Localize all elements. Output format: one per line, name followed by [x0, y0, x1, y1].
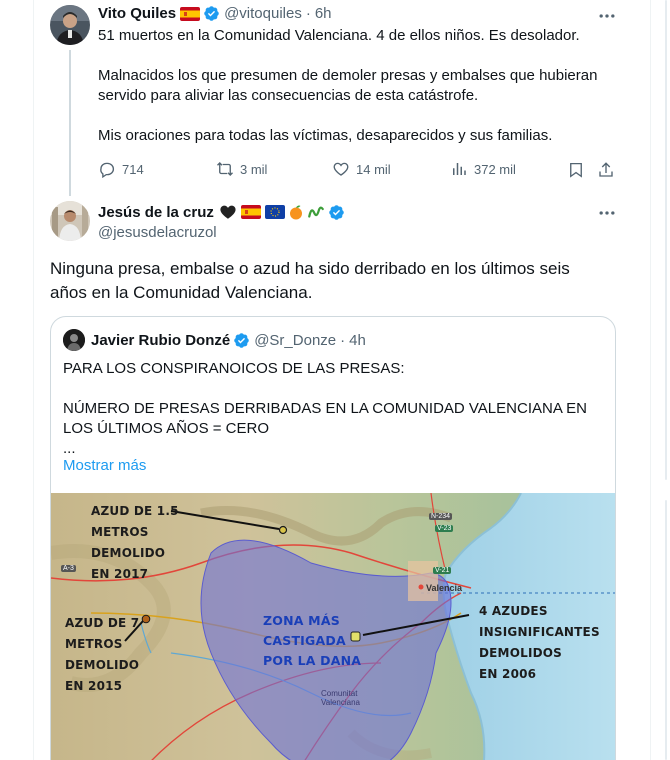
label-line: EN 2015	[65, 679, 123, 693]
label-4-azudes	[479, 601, 600, 685]
orange-fruit-icon	[287, 203, 305, 221]
tweet1-paragraph: Mis oraciones para todas las víctimas, desaparecidos y sus familias.	[98, 127, 553, 144]
show-more-link[interactable]: Mostrar más	[63, 457, 147, 474]
reply-count: 714	[122, 161, 144, 177]
green-wave-logo-icon	[307, 203, 325, 221]
label-line: AZUD DE 1.5	[91, 504, 179, 518]
verified-badge-icon	[203, 5, 220, 22]
label-line: INSIGNIFICANTES	[479, 625, 600, 639]
tweet2-body: Ninguna presa, embalse o azud ha sido derribado en los últimos seis años en la Comunidad Valenciana.	[50, 259, 570, 302]
tweet1-handle[interactable]: @vitoquiles	[224, 5, 302, 22]
reply-icon	[98, 160, 116, 178]
javier-rubio-avatar[interactable]	[63, 329, 85, 351]
tweet1-author-name[interactable]: Vito Quiles	[98, 5, 177, 22]
quote-separator: ·	[340, 331, 346, 349]
tweet2-author-name[interactable]: Jesús de la cruz	[98, 203, 214, 221]
thread-connector-line	[69, 50, 71, 196]
quote-timestamp[interactable]: 4h	[349, 331, 366, 349]
label-line: METROS	[91, 525, 149, 539]
label-line: METROS	[65, 637, 123, 651]
label-line: DEMOLIDO	[65, 658, 140, 672]
label-line: EN 2006	[479, 667, 537, 681]
spain-flag-icon	[180, 7, 200, 21]
quoted-tweet-card[interactable]	[50, 316, 616, 760]
tweet1-paragraph: 51 muertos en la Comunidad Valenciana. 4 de ellos niños. Es desolador.	[98, 27, 580, 44]
label-line: ZONA MÁS	[263, 613, 340, 628]
label-azud-7m	[65, 613, 139, 697]
label-line: CASTIGADA	[263, 633, 346, 648]
like-count: 14 mil	[356, 161, 391, 177]
tweet2-handle[interactable]: @jesusdelacruzol	[98, 224, 217, 241]
quote-ellipsis: ...	[63, 440, 76, 457]
road-n234-label: N-234	[431, 513, 451, 520]
views-count: 372 mil	[474, 161, 516, 177]
tweet2-handle-line	[98, 224, 217, 241]
tweet1-paragraph: Malnacidos los que presumen de demoler presas y embalses que hubieran servido para aliviar las consecuencias de esta catástrofe.	[98, 67, 598, 104]
bookmark-icon[interactable]	[567, 161, 585, 179]
label-azud-1-5m	[91, 501, 179, 585]
label-line: 4 AZUDES	[479, 604, 548, 618]
timeline-left-border	[33, 0, 34, 760]
quote-line-2: NÚMERO DE PRESAS DERRIBADAS EN LA COMUNIDAD VALENCIANA EN LOS ÚLTIMOS AÑOS = CERO	[63, 400, 588, 437]
tweet1-body	[98, 26, 628, 146]
more-options-icon[interactable]	[597, 203, 617, 223]
label-line: AZUD DE 7	[65, 616, 140, 630]
more-options-icon[interactable]	[597, 6, 617, 26]
eu-flag-icon	[265, 205, 285, 219]
scrollbar-thumb-lower[interactable]	[665, 500, 667, 760]
label-line: DEMOLIDOS	[479, 646, 563, 660]
share-icon[interactable]	[597, 161, 615, 179]
verified-badge-icon	[233, 332, 250, 349]
like-button[interactable]	[332, 160, 391, 178]
black-heart-icon	[219, 203, 237, 221]
quote-header	[63, 329, 366, 351]
road-v21-label: V-21	[435, 567, 450, 574]
city-valencia-label: Valencia	[426, 583, 463, 593]
verified-badge-icon	[328, 204, 345, 221]
tweet1-separator: ·	[305, 5, 311, 22]
road-a3-label: A-3	[63, 565, 74, 572]
tweet1-header	[98, 5, 332, 22]
tweet2-header	[98, 203, 349, 221]
quote-author-name[interactable]: Javier Rubio Donzé	[91, 331, 231, 349]
label-line: POR LA DANA	[263, 653, 362, 668]
road-v23-label: V-23	[437, 525, 452, 532]
repost-count: 3 mil	[240, 161, 268, 177]
views-chart-icon	[450, 160, 468, 178]
label-line: EN 2017	[91, 567, 149, 581]
reply-button[interactable]	[98, 160, 144, 178]
vito-quiles-avatar[interactable]	[50, 5, 90, 45]
heart-icon	[332, 160, 350, 178]
views-button[interactable]	[450, 160, 516, 178]
repost-button[interactable]	[216, 160, 267, 178]
scrollbar-thumb[interactable]	[665, 0, 667, 480]
quote-handle[interactable]: @Sr_Donze	[254, 331, 337, 349]
spain-flag-icon	[241, 205, 261, 219]
label-zona-castigada	[263, 611, 361, 671]
label-line: DEMOLIDO	[91, 546, 166, 560]
dams-map-image[interactable]	[51, 493, 616, 760]
quote-line-1: PARA LOS CONSPIRANOICOS DE LAS PRESAS:	[63, 360, 405, 377]
timeline-right-border	[650, 0, 651, 760]
town-label: Comunitat Valenciana	[321, 689, 360, 707]
jesus-de-la-cruz-avatar[interactable]	[50, 201, 90, 241]
tweet1-timestamp[interactable]: 6h	[314, 5, 332, 22]
repost-icon	[216, 160, 234, 178]
